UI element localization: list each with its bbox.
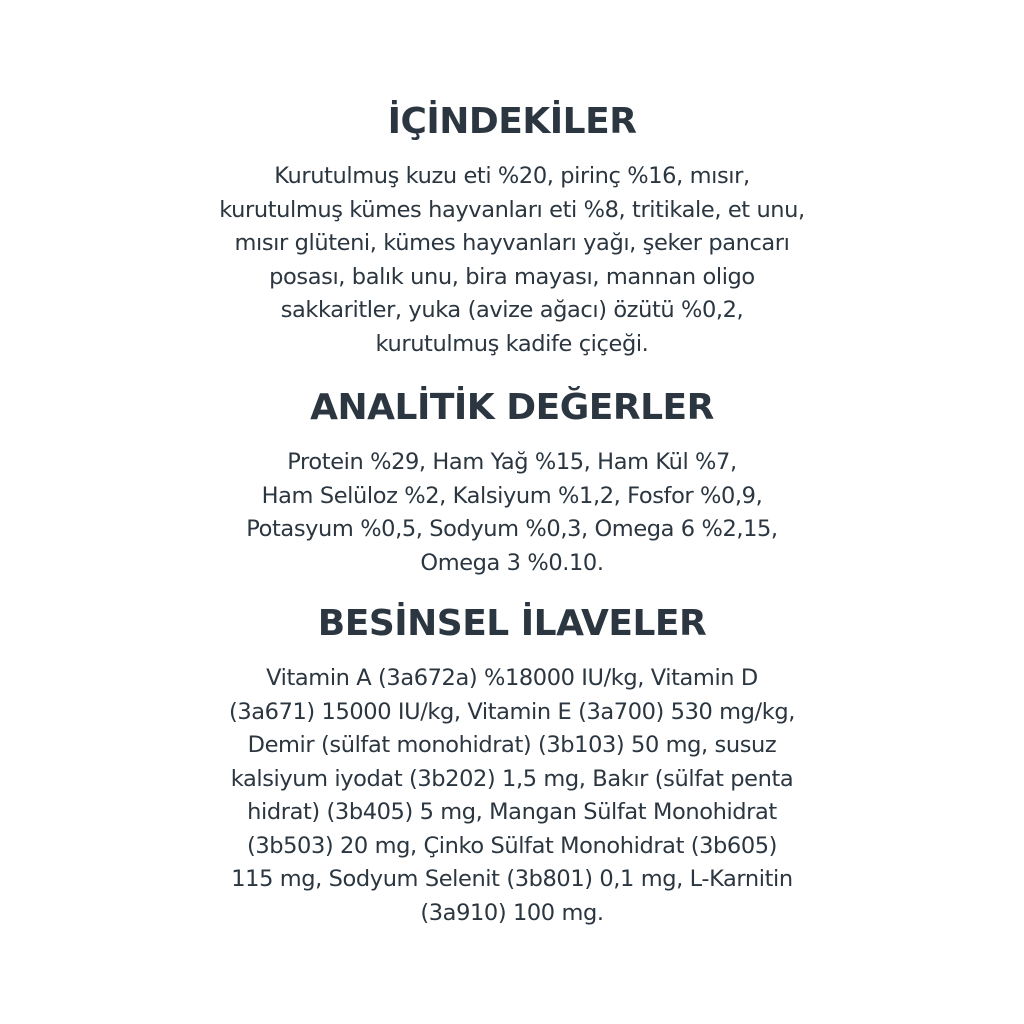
nutritional-additives-line: (3a671) 15000 IU/kg, Vitamin E (3a700) 530 mg/kg, (229, 698, 795, 725)
ingredients-line: kurutulmuş kümes hayvanları eti %8, tritikale, et unu, (219, 196, 805, 223)
analytical-values-line: Protein %29, Ham Yağ %15, Ham Kül %7, (287, 449, 737, 475)
ingredients-line: mısır glüteni, kümes hayvanları yağı, şeker pancarı (234, 230, 790, 256)
ingredients-line: Kurutulmuş kuzu eti %20, pirinç %16, mısır, (274, 163, 750, 189)
ingredients-line: kurutulmuş kadife çiçeği. (375, 330, 649, 357)
analytical-values-line: Omega 3 %0.10. (420, 549, 604, 576)
analytical-values-text (0, 446, 1024, 580)
nutritional-additives-line: (3b503) 20 mg, Çinko Sülfat Monohidrat (3b605) (246, 832, 778, 859)
nutritional-additives-text (0, 662, 1024, 930)
nutritional-additives-line: 115 mg, Sodyum Selenit (3b801) 0,1 mg, L-Karnitin (231, 866, 793, 892)
nutritional-additives-heading: BESİNSEL İLAVELER (317, 603, 707, 644)
nutritional-additives-line: Demir (sülfat monohidrat) (3b103) 50 mg, susuz (247, 732, 777, 758)
analytical-values-line: Ham Selüloz %2, Kalsiyum %1,2, Fosfor %0,9, (261, 482, 763, 509)
nutritional-additives-line: kalsiyum iyodat (3b202) 1,5 mg, Bakır (sülfat penta (230, 765, 794, 792)
analytical-values-heading: ANALİTİK DEĞERLER (310, 387, 714, 428)
analytical-values-line: Potasyum %0,5, Sodyum %0,3, Omega 6 %2,15, (246, 516, 778, 542)
ingredients-text (0, 160, 1024, 361)
ingredients-heading: İÇİNDEKİLER (387, 101, 637, 142)
nutritional-additives-line: (3a910) 100 mg. (420, 899, 604, 926)
ingredients-line: posası, balık unu, bira mayası, mannan oligo (269, 263, 755, 290)
nutritional-additives-line: hidrat) (3b405) 5 mg, Mangan Sülfat Monohidrat (247, 799, 777, 825)
ingredients-line: sakkaritler, yuka (avize ağacı) özütü %0,2, (280, 297, 744, 323)
nutritional-additives-line: Vitamin A (3a672a) %18000 IU/kg, Vitamin D (266, 665, 758, 691)
